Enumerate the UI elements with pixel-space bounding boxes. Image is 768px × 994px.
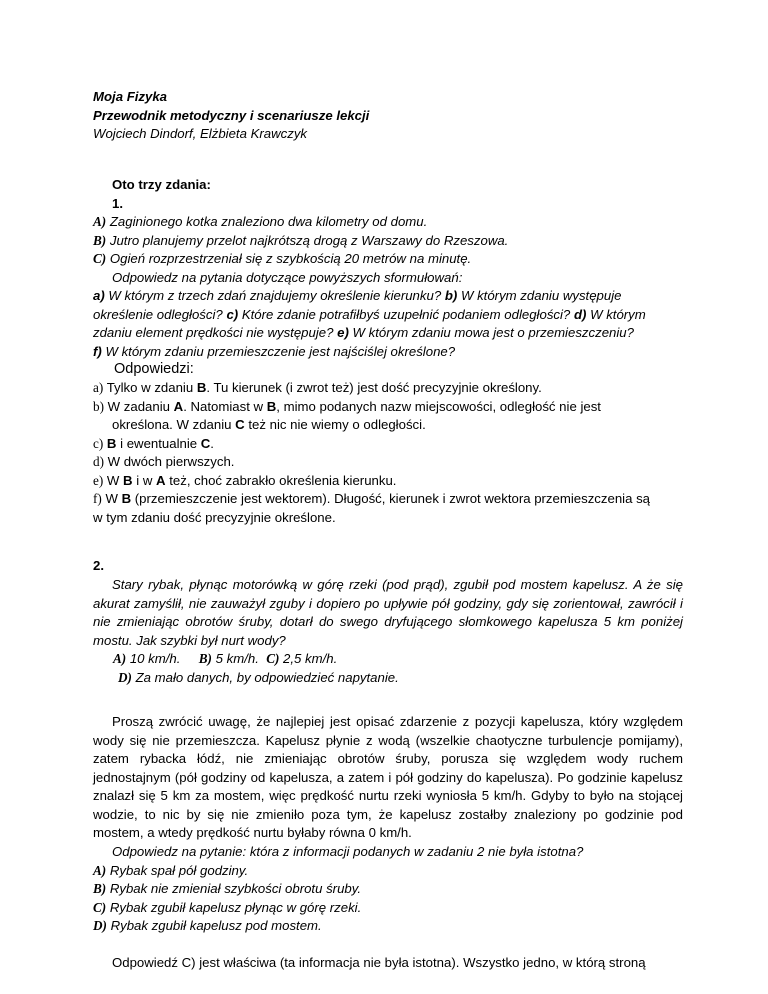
answer-b-cont: określona. W zdaniu C też nic nie wiemy o odległości. bbox=[112, 417, 426, 432]
answer-d: d) W dwóch pierwszych. bbox=[93, 454, 235, 469]
followup-c: C) Rybak zgubił kapelusz płynąc w górę rzeki. bbox=[93, 899, 362, 915]
section-1-sentences bbox=[93, 213, 693, 287]
question-line-2: określenie odległości? c) Które zdanie potrafiłbyś uzupełnić podaniem odległości? d) W którym bbox=[93, 306, 646, 322]
section-2-explanation bbox=[93, 713, 683, 843]
followup-d: D) Rybak zgubił kapelusz pod mostem. bbox=[93, 918, 322, 933]
sentence-b: B) Jutro planujemy przelot najkrótszą drogą z Warszawy do Rzeszowa. bbox=[93, 232, 509, 248]
followup-question: Odpowiedz na pytanie: która z informacji podanych w zadaniu 2 nie była istotna? bbox=[112, 844, 584, 859]
section-1-intro bbox=[112, 176, 712, 213]
question-line-3: zdaniu element prędkości nie występuje? e) W którym zdaniu mowa jest o przemieszczeniu? bbox=[93, 325, 634, 340]
followup-b: B) Rybak nie zmieniał szybkości obrotu śruby. bbox=[93, 881, 362, 896]
questions-intro: Odpowiedz na pytania dotyczące powyższych sformułowań: bbox=[112, 269, 463, 285]
sentence-c: C) Ogień rozprzestrzeniał się z szybkością 20 metrów na minutę. bbox=[93, 251, 472, 266]
answer-e: e) W B i w A też, choć zabrakło określenia kierunku. bbox=[93, 472, 397, 488]
final-answer-text: Odpowiedź C) jest właściwa (ta informacja nie była istotna). Wszystko jedno, w którą stroną bbox=[112, 955, 646, 970]
section-1-number: 1. bbox=[112, 195, 123, 211]
sentence-a: A) Zaginionego kotka znaleziono dwa kilometry od domu. bbox=[93, 214, 428, 229]
problem-text: Stary rybak, płynąc motorówką w górę rzeki (pod prąd), zgubił pod mostem kapelusz. A że się akurat zamyślił, nie zauważył zguby i dopiero po upływie pół godziny, gdy się zorientował, zawrócił i nie zmieniając obrotów śruby, dotarł do swego dryfującego słomkowego kapelusza 5 km poniżej mostu. Jak szybki był nurt wody? bbox=[93, 577, 683, 648]
answer-f: f) W B (przemieszczenie jest wektorem). Długość, kierunek i zwrot wektora przemieszczenia są bbox=[93, 491, 651, 506]
answer-c: c) B i ewentualnie C. bbox=[93, 435, 214, 451]
section-1-heading: Oto trzy zdania: bbox=[112, 177, 211, 192]
section-2-followup bbox=[93, 843, 693, 936]
answers-heading: Odpowiedzi: bbox=[114, 361, 194, 377]
section-2-problem bbox=[93, 576, 683, 650]
section-2-number: 2. bbox=[93, 558, 104, 573]
answer-a: a) Tylko w zdaniu B. Tu kierunek (i zwrot też) jest dość precyzyjnie określony. bbox=[93, 380, 542, 395]
section-1-questions bbox=[93, 287, 683, 361]
section-2-final-answer bbox=[93, 954, 683, 973]
answer-f-cont: w tym zdaniu dość precyzyjnie określone. bbox=[93, 509, 336, 525]
options-line-2: D) Za mało danych, by odpowiedzieć napytanie. bbox=[118, 669, 399, 685]
section-2-options bbox=[113, 650, 713, 687]
book-authors: Wojciech Dindorf, Elżbieta Krawczyk bbox=[93, 126, 308, 141]
book-title: Moja Fizyka bbox=[93, 89, 168, 104]
explanation-text: Proszą zwrócić uwagę, że najlepiej jest opisać zdarzenie z pozycji kapelusza, który względem wody się nie przemieszcza. Kapelusz płynie z wodą (wszelkie chaotyczne turbulencje pomijamy), zatem rybacka łódź, nie zmieniając obrotów śruby, porusza się względem wody ruchem jednostajnym (pół godziny od kapelusza, a zatem i pół godziny do kapelusza). Po godzinie kapelusz znalazł się 5 km za mostem, więc prędkość nurtu rzeki wyniosła 5 km/h. Gdyby to było na stojącej wodzie, to nic by się nie zmieniło poza tym, że kapelusz zostałby znaleziony po godzinie pod mostem, a wtedy prędkość nurtu byłaby równa 0 km/h. bbox=[93, 714, 683, 840]
answer-b: b) W zadaniu A. Natomiast w B, mimo podanych nazw miejscowości, odległość nie jest bbox=[93, 398, 601, 414]
followup-a: A) Rybak spał pół godziny. bbox=[93, 862, 249, 878]
book-subtitle: Przewodnik metodyczny i scenariusze lekcji bbox=[93, 107, 370, 123]
options-line-1: A) 10 km/h. B) 5 km/h. C) 2,5 km/h. bbox=[113, 651, 338, 666]
book-header bbox=[93, 88, 693, 144]
answers-list bbox=[93, 379, 693, 527]
question-line-4: f) W którym zdaniu przemieszczenie jest najściślej określone? bbox=[93, 343, 456, 359]
question-line-1: a) W którym z trzech zdań znajdujemy określenie kierunku? b) W którym zdaniu występuje bbox=[93, 288, 622, 303]
